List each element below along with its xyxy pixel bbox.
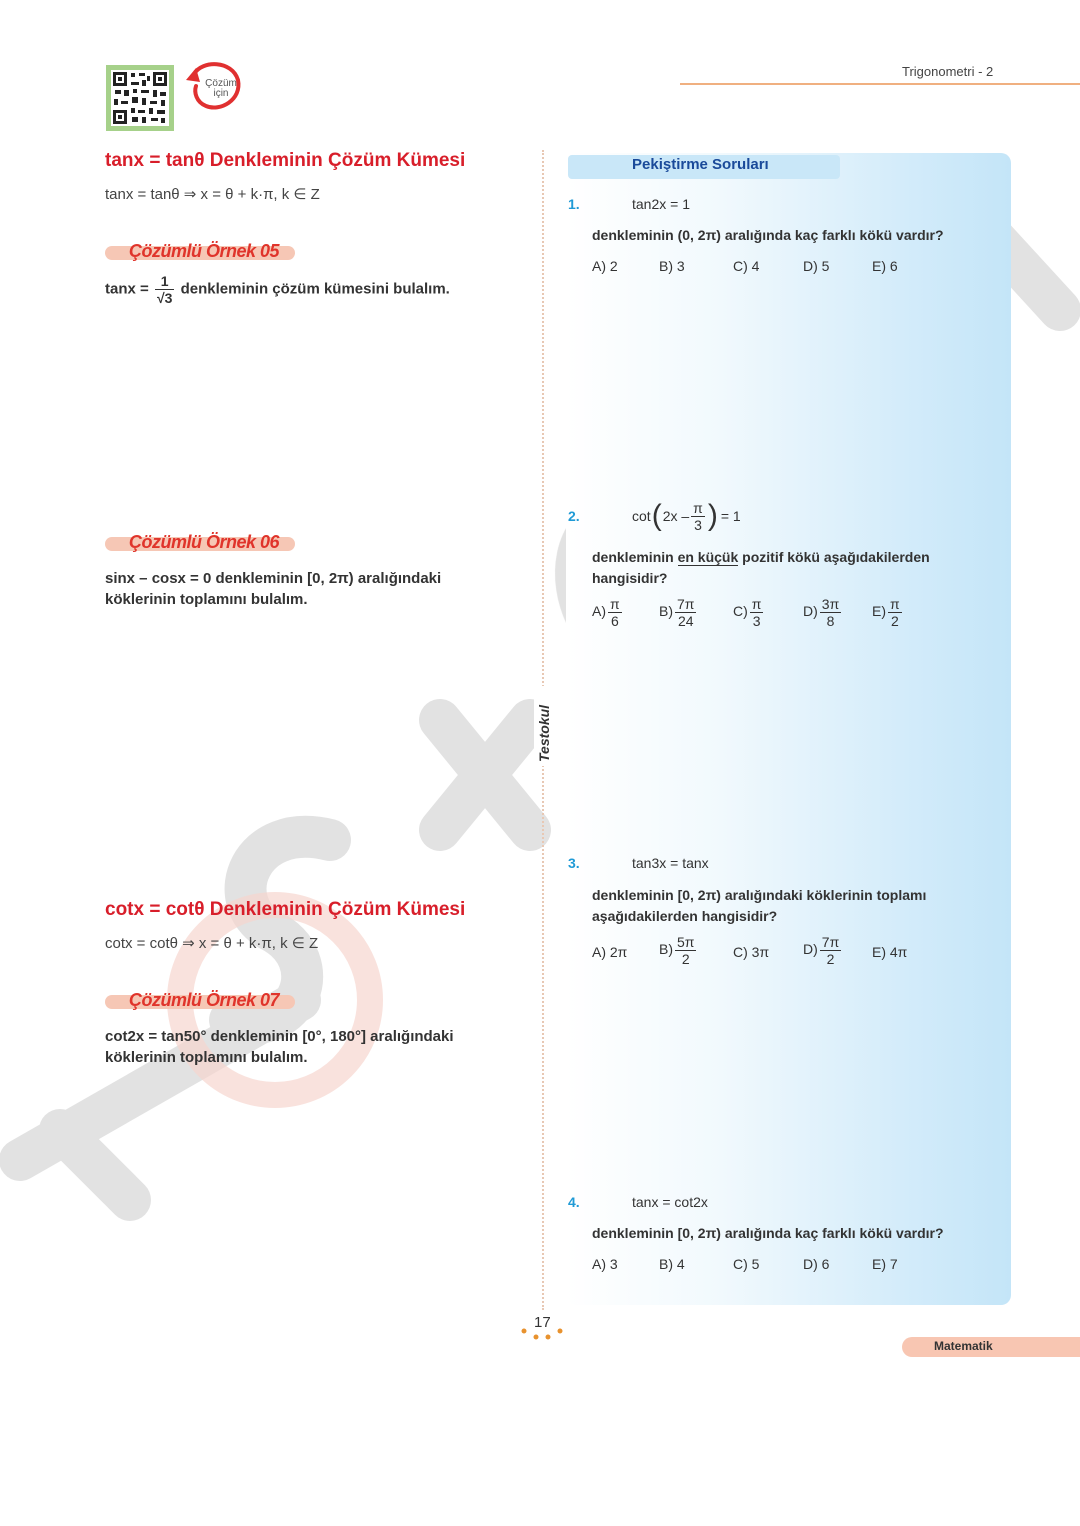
question-4-number: 4. xyxy=(568,1194,580,1210)
q3-option-b[interactable]: B) $\frac{5\pi}{2}$ xyxy=(659,934,695,967)
question-1-equation: tan2x = 1 xyxy=(632,196,690,212)
question-3-number: 3. xyxy=(568,855,580,871)
question-4-equation: tanx = cot2x xyxy=(632,1194,708,1210)
q1-option-e[interactable]: E) 6 xyxy=(872,258,898,274)
q3-option-e[interactable]: E) 4π xyxy=(872,944,908,960)
example-05-text: tanx = $\frac{1}{√3}$ denkleminin çözüm kümesini bulalım. xyxy=(105,273,450,306)
example-07-text: cot2x = tan50° denkleminin [0°, 180°] aralığındaki köklerinin toplamını bulalım. xyxy=(105,1028,454,1066)
page-number: 17 xyxy=(534,1314,551,1331)
question-3-equation: tan3x = tanx xyxy=(632,855,709,871)
example-label-07: Çözümlü Örnek 07 xyxy=(105,990,295,1012)
section-heading-tan: tanx = tanθ Denkleminin Çözüm Kümesi xyxy=(105,150,466,171)
q1-option-a[interactable]: A) 2 xyxy=(592,258,618,274)
q1-option-d[interactable]: D) 5 xyxy=(803,258,830,274)
q4-option-a[interactable]: A) 3 xyxy=(592,1256,618,1272)
question-3-text: denkleminin [0, 2π) aralığındaki köklerinin toplamı aşağıdakilerden hangisidir? xyxy=(592,887,927,924)
question-2-number: 2. xyxy=(568,508,580,524)
example-label-05: Çözümlü Örnek 05 xyxy=(105,241,295,263)
q4-option-b[interactable]: B) 4 xyxy=(659,1256,685,1272)
q2-option-b[interactable]: B) $\frac{7\pi}{24}$ xyxy=(659,596,695,629)
question-2-equation: cot ( 2x – $\frac{\pi}{3}$ ) = 1 xyxy=(632,499,741,533)
section-heading-cot: cotx = cotθ Denkleminin Çözüm Kümesi xyxy=(105,899,466,920)
question-1-number: 1. xyxy=(568,196,580,212)
q2-option-a[interactable]: A) $\frac{\pi}{6}$ xyxy=(592,596,620,629)
q4-option-d[interactable]: D) 6 xyxy=(803,1256,830,1272)
qr-code[interactable] xyxy=(106,65,174,131)
q3-option-c[interactable]: C) 3π xyxy=(733,944,770,960)
q3-option-d[interactable]: D) $\frac{7\pi}{2}$ xyxy=(803,934,840,967)
chapter-title: Trigonometri - 2 xyxy=(902,64,994,79)
question-1-text: denkleminin (0, 2π) aralığında kaç farklı kökü vardır? xyxy=(592,227,944,243)
formula-cot: cotx = cotθ ⇒ x = θ + k·π, k ∈ Z xyxy=(105,935,319,952)
qr-caption: Çözüm için xyxy=(205,78,237,99)
page-dots-icon xyxy=(520,1327,568,1341)
q2-option-e[interactable]: E) $\frac{\pi}{2}$ xyxy=(872,596,900,629)
formula-tan: tanx = tanθ ⇒ x = θ + k·π, k ∈ Z xyxy=(105,186,320,203)
header-rule xyxy=(680,83,1080,85)
q2-option-d[interactable]: D) $\frac{3\pi}{8}$ xyxy=(803,596,840,629)
question-4-text: denkleminin [0, 2π) aralığında kaç farklı kökü vardır? xyxy=(592,1225,944,1241)
example-label-06: Çözümlü Örnek 06 xyxy=(105,532,295,554)
side-logo: Testokul xyxy=(536,704,552,762)
q2-option-c[interactable]: C) $\frac{\pi}{3}$ xyxy=(733,596,762,629)
panel-title: Pekiştirme Soruları xyxy=(632,156,769,173)
question-2-text: denkleminin en küçük pozitif kökü aşağıdakilerden hangisidir? xyxy=(592,549,930,586)
q1-option-c[interactable]: C) 4 xyxy=(733,258,760,274)
q1-option-b[interactable]: B) 3 xyxy=(659,258,685,274)
qr-pattern-icon xyxy=(111,70,169,126)
practice-panel xyxy=(566,153,1011,1305)
example-06-text: sinx – cosx = 0 denkleminin [0, 2π) aralığındaki köklerinin toplamını bulalım. xyxy=(105,570,442,608)
subject-label: Matematik xyxy=(934,1339,993,1353)
q4-option-e[interactable]: E) 7 xyxy=(872,1256,898,1272)
q3-option-a[interactable]: A) 2π xyxy=(592,944,628,960)
q4-option-c[interactable]: C) 5 xyxy=(733,1256,760,1272)
